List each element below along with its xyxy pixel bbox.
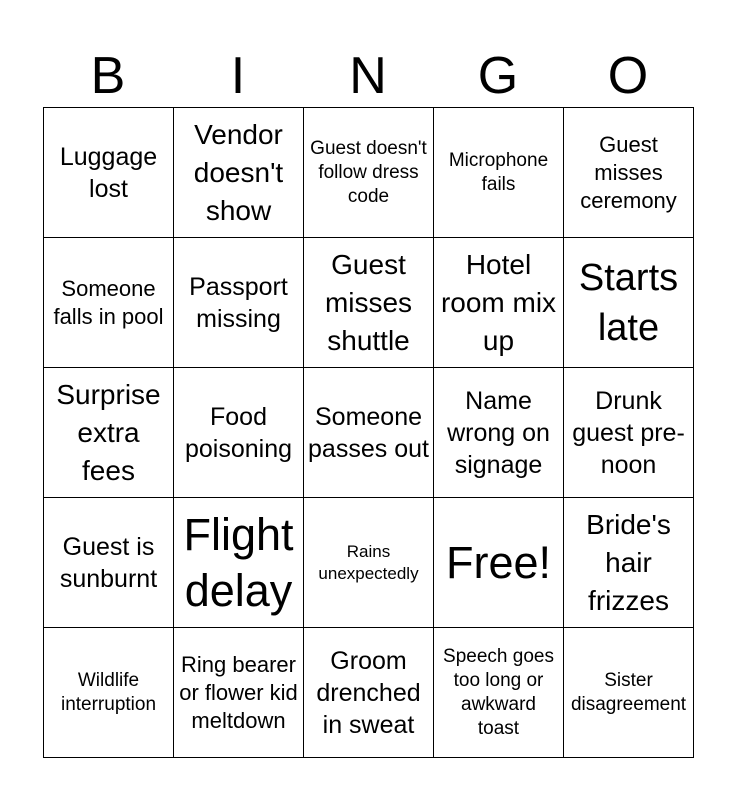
header-letter-b: B [90,47,126,105]
cell-label: Hotel room mix up [440,248,557,356]
cell-label: Passport missing [189,272,288,333]
bingo-cell[interactable] [564,368,694,498]
free-space-label: Free! [445,536,552,588]
cell-label: Guest misses ceremony [580,131,677,213]
cell-label: Wildlife interruption [60,669,157,715]
cell-label: Luggage lost [59,142,158,203]
bingo-cell[interactable] [564,238,694,368]
bingo-cell[interactable] [304,238,434,368]
bingo-cell[interactable] [44,498,174,628]
cell-label: Name wrong on signage [447,386,550,479]
bingo-cell[interactable] [174,108,304,238]
cell-label: Someone falls in pool [53,275,164,329]
bingo-cell[interactable] [564,498,694,628]
bingo-cell[interactable] [44,368,174,498]
bingo-cell[interactable] [304,498,434,628]
bingo-cell[interactable] [304,628,434,758]
cell-label: Food poisoning [184,402,293,463]
bingo-cell[interactable] [174,628,304,758]
cell-label: Drunk guest pre-noon [572,386,685,479]
bingo-cell[interactable] [44,238,174,368]
bingo-cell[interactable] [44,108,174,238]
cell-label: Speech goes too long or awkward toast [443,645,554,739]
header-letter-n: N [349,47,387,105]
cell-label: Starts late [578,256,679,349]
cell-label: Ring bearer or flower kid meltdown [179,651,298,733]
cell-label: Microphone fails [448,149,549,195]
bingo-header [43,46,693,106]
cell-label: Surprise extra fees [56,378,161,486]
header-letter-g: G [477,47,519,105]
cell-label: Rains unexpectedly [318,541,419,583]
bingo-cell[interactable] [434,368,564,498]
cell-label: Groom drenched in sweat [316,646,421,739]
bingo-cell[interactable] [174,368,304,498]
free-space-cell[interactable] [434,498,564,628]
header-letter-o: O [607,47,649,105]
cell-label: Bride's hair frizzes [586,508,671,616]
bingo-cell[interactable] [174,498,304,628]
bingo-cell[interactable] [434,628,564,758]
cell-label: Flight delay [183,508,294,616]
bingo-cell[interactable] [304,108,434,238]
bingo-cell[interactable] [564,108,694,238]
bingo-cell[interactable] [304,368,434,498]
cell-label: Guest misses shuttle [324,248,413,356]
cell-label: Vendor doesn't show [193,118,284,226]
bingo-cell[interactable] [434,108,564,238]
cell-label: Guest doesn't follow dress code [310,137,427,207]
bingo-cell[interactable] [174,238,304,368]
bingo-cell[interactable] [434,238,564,368]
cell-label: Sister disagreement [570,669,687,715]
header-letter-i: I [230,47,246,105]
cell-label: Someone passes out [308,402,429,463]
bingo-cell[interactable] [44,628,174,758]
bingo-card-grid [43,107,694,758]
bingo-cell[interactable] [564,628,694,758]
cell-label: Guest is sunburnt [59,532,158,593]
